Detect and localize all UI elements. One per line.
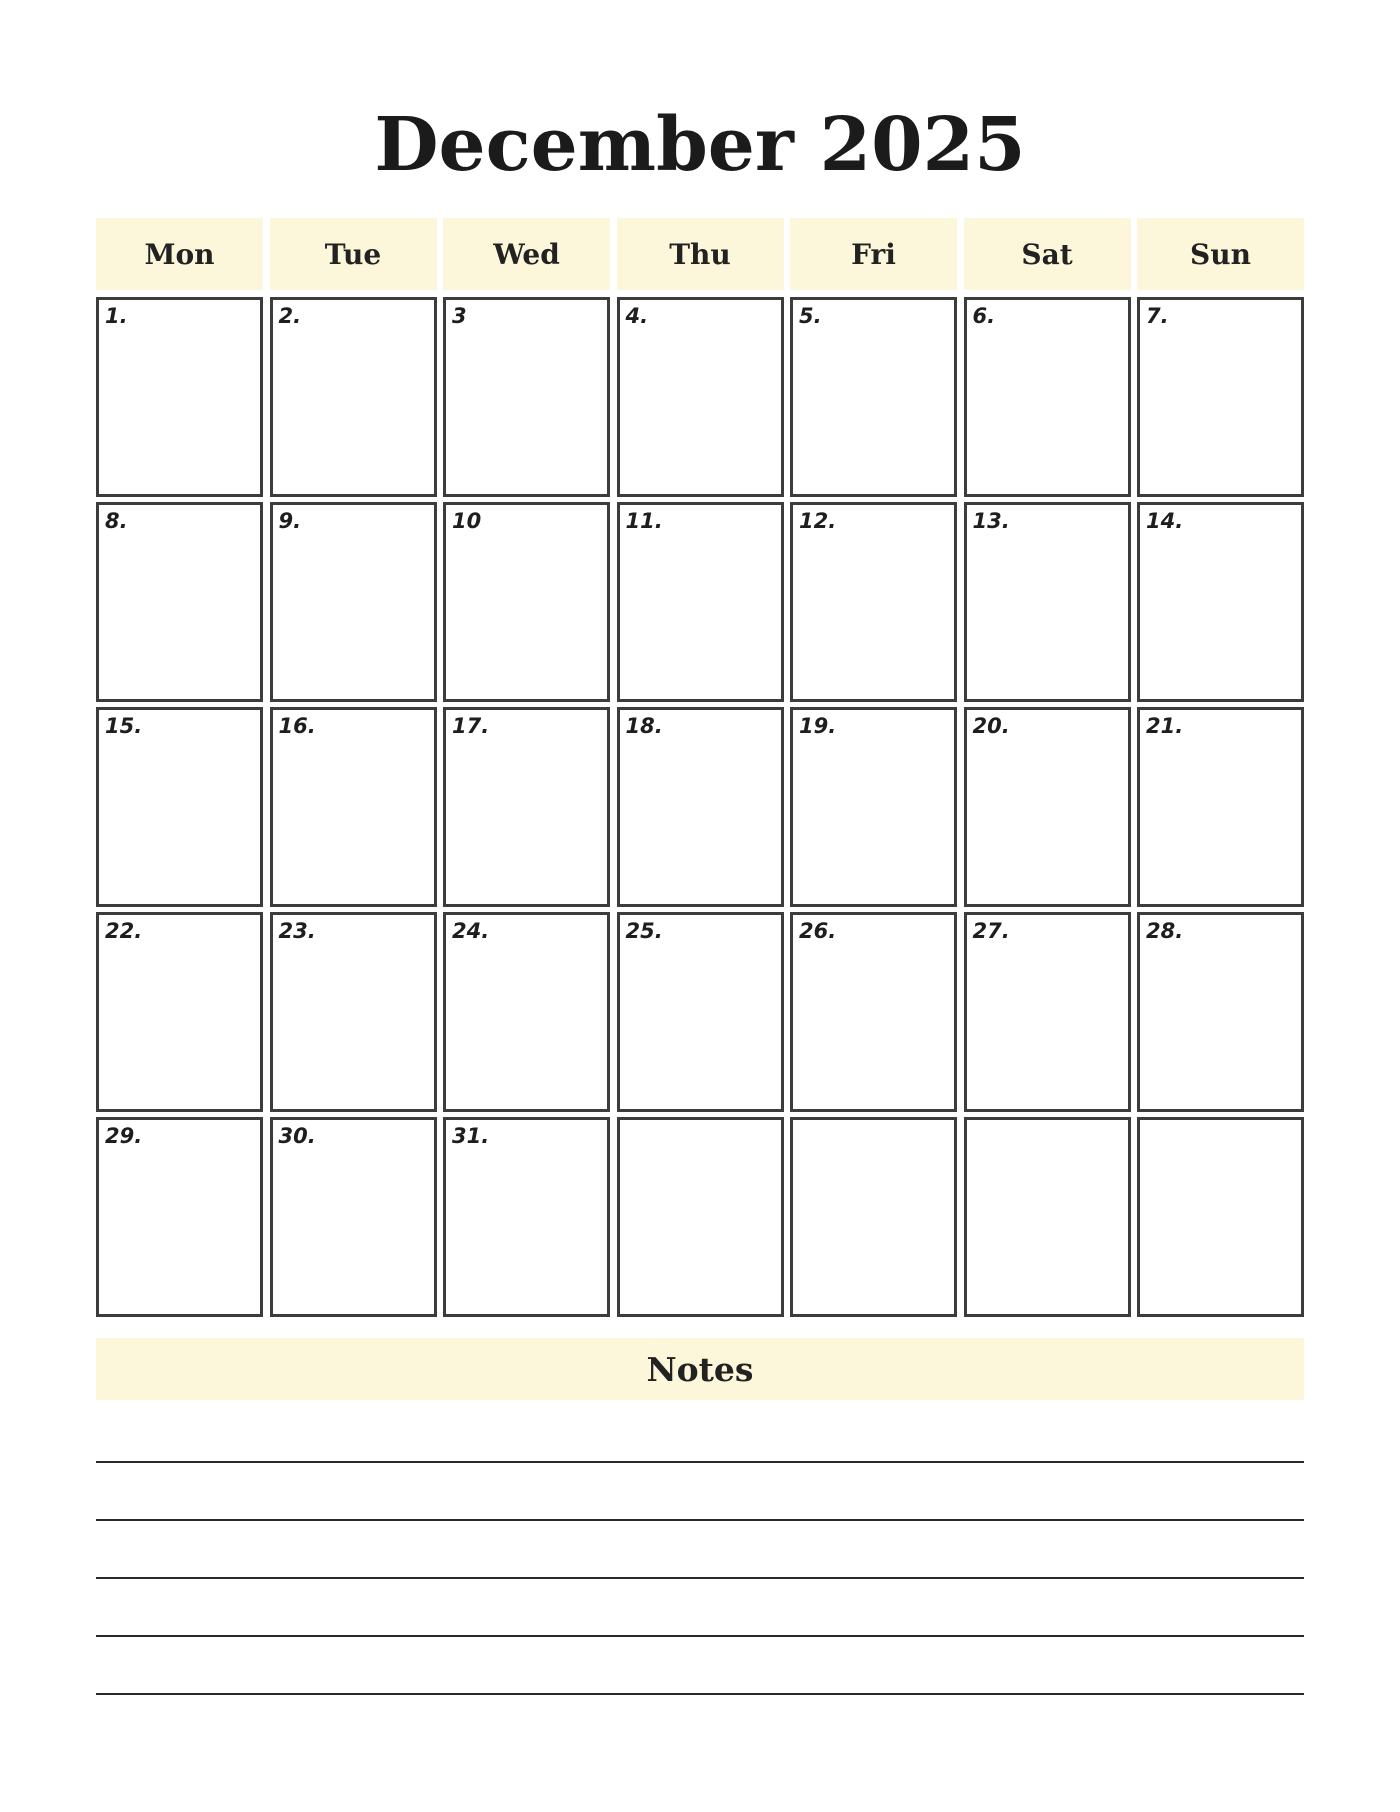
day-cell[interactable]	[1137, 502, 1304, 702]
day-number: 25.	[625, 919, 663, 943]
notes-line[interactable]	[96, 1693, 1304, 1695]
day-number: 24.	[452, 919, 490, 943]
day-number: 15.	[105, 714, 143, 738]
day-number: 18.	[625, 714, 663, 738]
weekday-header-fri: Fri	[790, 218, 957, 290]
day-cell[interactable]	[1137, 297, 1304, 497]
day-cell-empty[interactable]	[790, 1117, 957, 1317]
day-number: 11.	[625, 509, 663, 533]
day-cell[interactable]	[270, 1117, 437, 1317]
day-number: 2.	[278, 304, 302, 328]
day-number: 21.	[1146, 714, 1184, 738]
day-cell[interactable]	[96, 912, 263, 1112]
day-number: 6.	[972, 304, 996, 328]
weekday-header-row	[96, 218, 1304, 290]
notes-line[interactable]	[96, 1461, 1304, 1463]
calendar-grid	[96, 297, 1304, 1317]
day-number: 23.	[278, 919, 316, 943]
day-cell[interactable]	[617, 912, 784, 1112]
weekday-header-thu: Thu	[617, 218, 784, 290]
weekday-header-sun: Sun	[1137, 218, 1304, 290]
day-number: 5.	[799, 304, 822, 328]
notes-line[interactable]	[96, 1635, 1304, 1637]
day-number: 20.	[972, 714, 1010, 738]
page-title: December 2025	[374, 102, 1026, 188]
day-number: 7.	[1146, 304, 1169, 328]
day-number: 19.	[799, 714, 837, 738]
day-number: 26.	[799, 919, 837, 943]
day-number: 22.	[105, 919, 143, 943]
day-cell[interactable]	[1137, 912, 1304, 1112]
day-cell[interactable]	[96, 707, 263, 907]
day-number: 10	[452, 509, 482, 533]
day-cell[interactable]	[443, 297, 610, 497]
weekday-header-wed: Wed	[443, 218, 610, 290]
day-cell-empty[interactable]	[1137, 1117, 1304, 1317]
day-number: 1.	[105, 304, 128, 328]
day-cell[interactable]	[443, 707, 610, 907]
day-cell[interactable]	[790, 502, 957, 702]
day-cell[interactable]	[964, 912, 1131, 1112]
day-cell[interactable]	[443, 912, 610, 1112]
weekday-header-sat: Sat	[964, 218, 1131, 290]
day-cell-empty[interactable]	[964, 1117, 1131, 1317]
day-number: 14.	[1146, 509, 1184, 533]
day-cell[interactable]	[96, 297, 263, 497]
weekday-header-mon: Mon	[96, 218, 263, 290]
day-number: 3	[452, 304, 467, 328]
day-cell[interactable]	[1137, 707, 1304, 907]
day-cell[interactable]	[617, 502, 784, 702]
day-cell[interactable]	[790, 707, 957, 907]
day-number: 29.	[105, 1124, 143, 1148]
day-cell[interactable]	[270, 502, 437, 702]
notes-line[interactable]	[96, 1577, 1304, 1579]
day-number: 27.	[972, 919, 1010, 943]
day-number: 31.	[452, 1124, 490, 1148]
notes-heading: Notes	[96, 1338, 1304, 1400]
day-cell[interactable]	[617, 707, 784, 907]
notes-line[interactable]	[96, 1519, 1304, 1521]
day-cell[interactable]	[443, 502, 610, 702]
day-cell[interactable]	[270, 912, 437, 1112]
day-number: 17.	[452, 714, 490, 738]
day-cell-empty[interactable]	[617, 1117, 784, 1317]
day-number: 16.	[278, 714, 316, 738]
day-cell[interactable]	[270, 297, 437, 497]
day-cell[interactable]	[964, 502, 1131, 702]
day-cell[interactable]	[443, 1117, 610, 1317]
day-cell[interactable]	[964, 707, 1131, 907]
day-cell[interactable]	[96, 1117, 263, 1317]
day-number: 4.	[625, 304, 649, 328]
day-number: 28.	[1146, 919, 1184, 943]
day-cell[interactable]	[617, 297, 784, 497]
day-cell[interactable]	[790, 912, 957, 1112]
day-cell[interactable]	[270, 707, 437, 907]
day-number: 30.	[278, 1124, 316, 1148]
day-number: 12.	[799, 509, 837, 533]
day-number: 9.	[278, 509, 302, 533]
day-number: 8.	[105, 509, 128, 533]
day-cell[interactable]	[96, 502, 263, 702]
day-cell[interactable]	[790, 297, 957, 497]
weekday-header-tue: Tue	[270, 218, 437, 290]
day-cell[interactable]	[964, 297, 1131, 497]
day-number: 13.	[972, 509, 1010, 533]
